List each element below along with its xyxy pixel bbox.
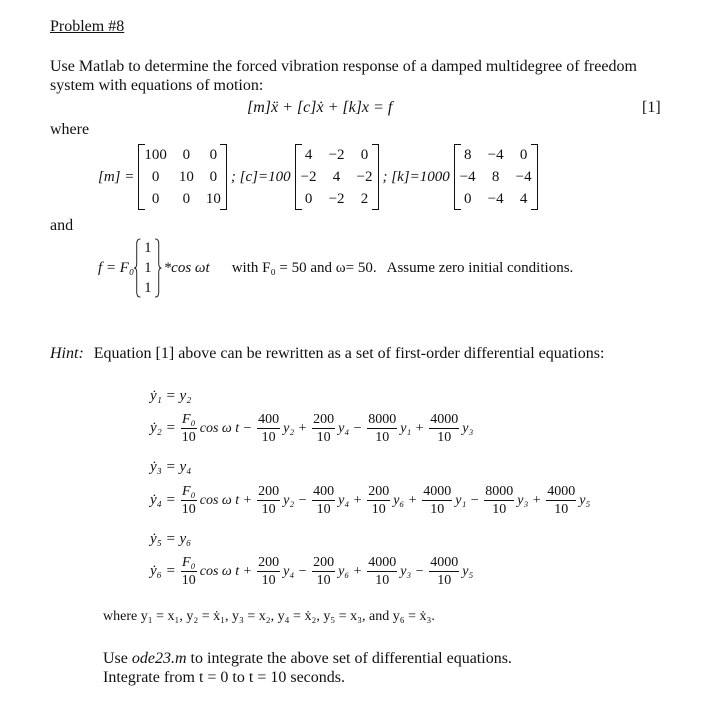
m-matrix [138,144,227,210]
fraction [429,554,459,589]
use-line-post: to integrate the above set of differential equations. [186,650,512,667]
matrix-cell: 0 [360,146,369,163]
c-matrix [295,144,379,210]
term-tail: y₆ + [338,563,363,579]
hint-label: Hint: [50,345,84,362]
denominator: 10 [316,502,331,517]
matrix-cell: −2 [300,168,317,185]
matrix-row [454,166,538,188]
matrix-cell: 8 [491,168,500,185]
matrix-cell: 0 [151,190,160,207]
matrix-cell: 0 [182,146,191,163]
eq-lhs: ẏ₆ = [150,563,176,579]
numerator: 200 [313,412,335,427]
denominator: 10 [316,573,331,588]
matrix-cell: −4 [487,146,504,163]
assume-text: Assume zero initial conditions. [386,259,574,276]
numerator: 200 [258,555,280,570]
matrix-cell: 0 [209,168,218,185]
denominator: 10 [316,430,331,445]
numerator: 4000 [423,484,452,499]
denominator: 10 [430,502,445,517]
force-cos: *cos ωt [163,259,210,276]
matrix-row [295,166,379,188]
matrix-cell: 100 [144,146,167,163]
numerator: 200 [258,484,280,499]
hint-line [50,345,604,363]
matrix-row [454,188,538,210]
hint-text: Equation [1] above can be rewritten as a set of first-order differential equations: [93,345,605,362]
matrix-cell: −4 [487,190,504,207]
fraction [181,483,197,518]
matrix-cell: 0 [519,146,528,163]
where-label: where [50,121,90,138]
fraction [257,411,280,446]
eq-2 [150,411,476,446]
force-params: with F₀ = 50 and ω= 50. [231,259,377,276]
numerator: 4000 [430,555,459,570]
matrix-cell: 0 [209,146,218,163]
fraction [312,554,335,589]
numerator: F₀ [182,555,196,570]
denominator: 10 [554,502,569,517]
eq-lhs: ẏ₂ = [150,420,176,436]
matrix-cell: 2 [360,190,369,207]
term-tail: y₄ − [338,420,363,436]
term-tail: y₂ − [283,492,308,508]
fraction [429,411,459,446]
term-tail: y₂ + [283,420,308,436]
term-tail: y₄ + [338,492,363,508]
term-tail: y₆ + [393,492,418,508]
problem-title: Problem #8 [50,18,125,35]
term-tail: cos ω t + [199,492,253,508]
fraction [257,554,280,589]
term-tail: y₄ − [283,563,308,579]
denominator: 10 [375,430,390,445]
numerator: F₀ [182,412,196,427]
matrix-cell: 4 [332,168,341,185]
matrix-cell: −2 [328,190,345,207]
matrix-cell: 0 [463,190,472,207]
fraction [181,411,197,446]
matrix-cell: 8 [463,146,472,163]
denominator: 10 [261,430,276,445]
matrices-row [98,144,538,210]
matrix-cell: 4 [304,146,313,163]
term-tail: y₃ [462,420,474,436]
fraction [181,554,197,589]
fraction [367,411,397,446]
numerator: 200 [368,484,390,499]
fraction [546,483,576,518]
eq-6 [150,554,476,589]
intro-line-1: Use Matlab to determine the forced vibration response of a damped multidegree of freedom [50,58,637,75]
matrix-row [138,144,227,166]
eq-3: ẏ₃ = y₄ [150,459,192,475]
term-tail: y₅ [579,492,591,508]
denominator: 10 [437,573,452,588]
c-label: ; [c]=100 [230,168,291,185]
denominator: 10 [261,573,276,588]
matrix-cell: 4 [519,190,528,207]
use-line-code: ode23.m [131,650,187,667]
denominator: 10 [492,502,507,517]
matrix-cell: 0 [151,168,160,185]
vector-cell: 1 [144,279,152,296]
numerator: 4000 [368,555,397,570]
intro-line-2: system with equations of motion: [50,77,264,94]
and-label: and [50,217,74,234]
term-tail: y₃ − [400,563,425,579]
integrate-line: Integrate from t = 0 to t = 10 seconds. [103,669,345,686]
matrix-row [295,188,379,210]
term-tail: y₅ [462,563,474,579]
equation-of-motion: [m]ẍ + [c]ẋ + [k]x = f [247,99,393,116]
term-tail: y₃ + [517,492,542,508]
numerator: 4000 [430,412,459,427]
eq-4 [150,483,593,518]
k-matrix [454,144,538,210]
matrix-row [454,144,538,166]
matrix-cell: −4 [515,168,532,185]
vector-cell: 1 [144,259,152,276]
matrix-cell: 10 [178,168,194,185]
term-tail: y₁ − [455,492,480,508]
fraction [484,483,514,518]
term-tail: cos ω t + [199,563,253,579]
numerator: 400 [258,412,280,427]
denominator: 10 [375,573,390,588]
matrix-cell: 10 [205,190,221,207]
eq-1: ẏ₁ = y₂ [150,388,192,404]
denominator: 10 [261,502,276,517]
numerator: 400 [313,484,335,499]
k-label: ; [k]=1000 [382,168,450,185]
eq-5: ẏ₅ = y₆ [150,531,192,547]
fraction [312,483,335,518]
denominator: 10 [181,502,196,517]
term-tail: y₁ + [400,420,425,436]
denominator: 10 [371,502,386,517]
matrix-cell: 0 [182,190,191,207]
force-lhs: f = F₀ [98,259,135,276]
matrix-row [295,144,379,166]
m-label: [m] = [98,168,135,185]
denominator: 10 [181,430,196,445]
equation-tag: [1] [642,99,661,116]
matrix-cell: 0 [304,190,313,207]
numerator: 4000 [547,484,576,499]
variable-definitions: where y₁ = x₁, y₂ = ẋ₁, y₃ = x₂, y₄ = ẋ₂, y₅ = x₃, and y₆ = ẋ₃. [103,609,435,624]
vector-cell: 1 [144,239,152,256]
denominator: 10 [181,573,196,588]
use-line-pre: Use [103,650,132,667]
matrix-row [138,166,227,188]
matrix-cell: −2 [328,146,345,163]
force-vector [134,238,162,298]
fraction [367,554,397,589]
force-row [98,238,573,298]
numerator: F₀ [182,484,196,499]
numerator: 200 [313,555,335,570]
matrix-row [138,188,227,210]
use-line [103,650,512,668]
fraction [422,483,452,518]
numerator: 8000 [368,412,397,427]
matrix-cell: −2 [356,168,373,185]
fraction [257,483,280,518]
numerator: 8000 [485,484,514,499]
term-tail: cos ω t − [199,420,253,436]
denominator: 10 [437,430,452,445]
matrix-cell: −4 [459,168,476,185]
fraction [367,483,390,518]
eq-lhs: ẏ₄ = [150,492,176,508]
fraction [312,411,335,446]
